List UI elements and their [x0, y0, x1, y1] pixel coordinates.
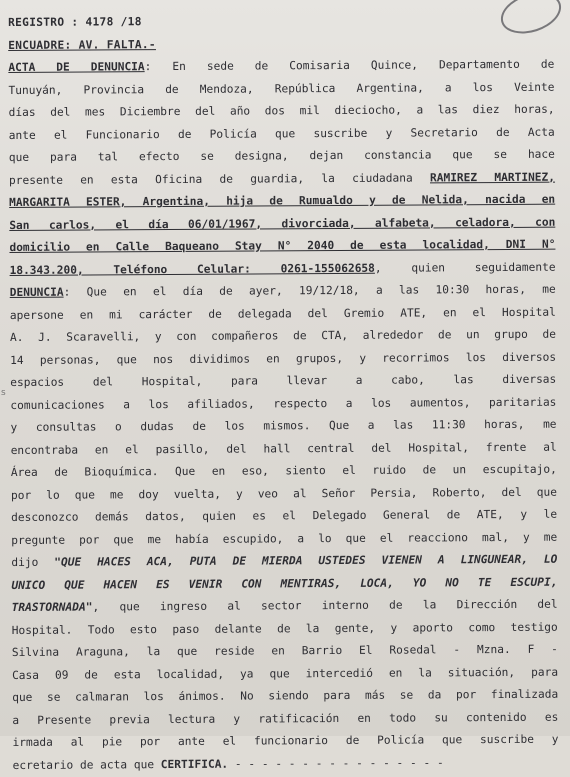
text-line: que se calmaran los ánimos. No siendo para más se da por finalizada [12, 687, 559, 704]
text-line: encontraba en el pasillo, del hall central del Hospital, frente al [10, 440, 557, 457]
denuncia-line [10, 279, 556, 305]
text-segment: ecretario de acta que [12, 757, 161, 772]
text-segment: presente en esta Oficina de guardia, la ciudadana [8, 171, 413, 187]
ident-line: domicilio en Calle Baqueano Stay N° 2040 de esta localidad, DNI N° [9, 237, 556, 254]
acta-text: : En sede de Comisaria Quince, Departamento de [144, 57, 555, 74]
encuadre-line [8, 31, 554, 57]
person-name: RAMIREZ MARTINEZ, [429, 170, 556, 184]
text-segment: : Que en el día de ayer, 19/12/18, a las 10:30 horas, me [63, 282, 556, 299]
text-segment: dijo [11, 555, 55, 569]
dni-phone: 18.343.200, Teléfono Celular: 0261-155062658 [9, 261, 375, 277]
margin-mark: s [1, 388, 6, 398]
text-line: a Presente previa lectura y ratificación en todo su contenido es [12, 710, 559, 727]
ident-line: MARGARITA ESTER, Argentina, hija de Rumualdo y de Nelida, nacida en [9, 192, 556, 209]
text-line: apersone en mi carácter de delegada del Gremio ATE, en el Hospital [9, 305, 556, 322]
text-line: y consultas o dudas de los mismos. Que a las 11:30 horas, me [10, 417, 557, 434]
denuncia-document [8, 9, 559, 777]
text-segment: , quien seguidamente [374, 260, 556, 275]
quote-text: "QUE HACES ACA, PUTA DE MIERDA USTEDES VIENEN A LINGUNEAR, LO [54, 552, 558, 569]
ident-line [10, 256, 556, 282]
text-line [9, 166, 555, 192]
text-line: Tunuyán, Provincia de Mendoza, República Argentina, a los Veinte [8, 80, 555, 97]
quote-line: UNICO QUE HACEN ES VENIR CON MENTIRAS, LOCA, YO NO TE ESCUPI, [11, 575, 558, 592]
text-line: por lo que me doy vuelta, y veo al Señor Persia, Roberto, del que [10, 485, 557, 502]
text-line: Hospital. Todo esto paso delante de la gente, y aporto como testigo [11, 620, 558, 637]
quote-text: TRASTORNADA" [11, 600, 93, 614]
text-segment: , que ingreso al sector interno de la Dirección del [92, 597, 558, 614]
text-line: comunicaciones a los afiliados, respecto a los aumentos, paritarias [10, 395, 557, 412]
text-line: espacios del Hospital, para llevar a cabo, las diversas [10, 372, 557, 389]
text-line: Casa 09 de esta localidad, ya que intercedió en la situación, para [12, 665, 559, 682]
text-line: días del mes Diciembre del año dos mil dieciocho, a las diez horas, [8, 102, 555, 119]
encuadre-text: ENCUADRE: AV. FALTA.- [8, 37, 156, 52]
text-line: desconozco demás datos, quien es el Delegado General de ATE, y le [11, 507, 558, 524]
text-line: irmada al pie por ante el funcionario de Policía que suscribe y [12, 732, 559, 749]
closing-line [13, 751, 559, 777]
certifica-text: CERTIFICA. [160, 757, 229, 771]
registro-line [8, 9, 554, 35]
text-line: A. J. Scaravelli, y con compañeros de CTA, alrededor de un grupo de [9, 327, 557, 344]
text-line: 14 personas, que nos dividimos en grupos, y recorrimos los diversos [10, 350, 557, 367]
text-line: Área de Bioquímica. Que en eso, siento el ruido de un escupitajo, [10, 462, 557, 479]
quote-line [11, 549, 557, 575]
text-line: pregunte por que me había escupido, a lo que el reacciono mal, y me [11, 530, 558, 547]
dash-fill: - - - - - - - - - - - - - - - - [228, 755, 444, 771]
registro-text: REGISTRO : 4178 /18 [8, 15, 142, 29]
acta-line [8, 54, 554, 80]
denuncia-label: DENUNCIA [9, 285, 64, 299]
acta-label: ACTA DE DENUNCIA [8, 60, 145, 74]
ident-line: San carlos, el día 06/01/1967, divorciada, alfabeta, celadora, con [9, 215, 556, 232]
text-line: ante el Funcionario de Policía que suscribe y Secretario de Acta [8, 125, 555, 142]
text-line: Silvina Araguna, la que reside en Barrio El Rosedal - Mzna. F - [11, 642, 558, 659]
quote-line [12, 594, 558, 620]
text-line: que para tal efecto se designa, dejan constancia que se hace [8, 147, 555, 164]
